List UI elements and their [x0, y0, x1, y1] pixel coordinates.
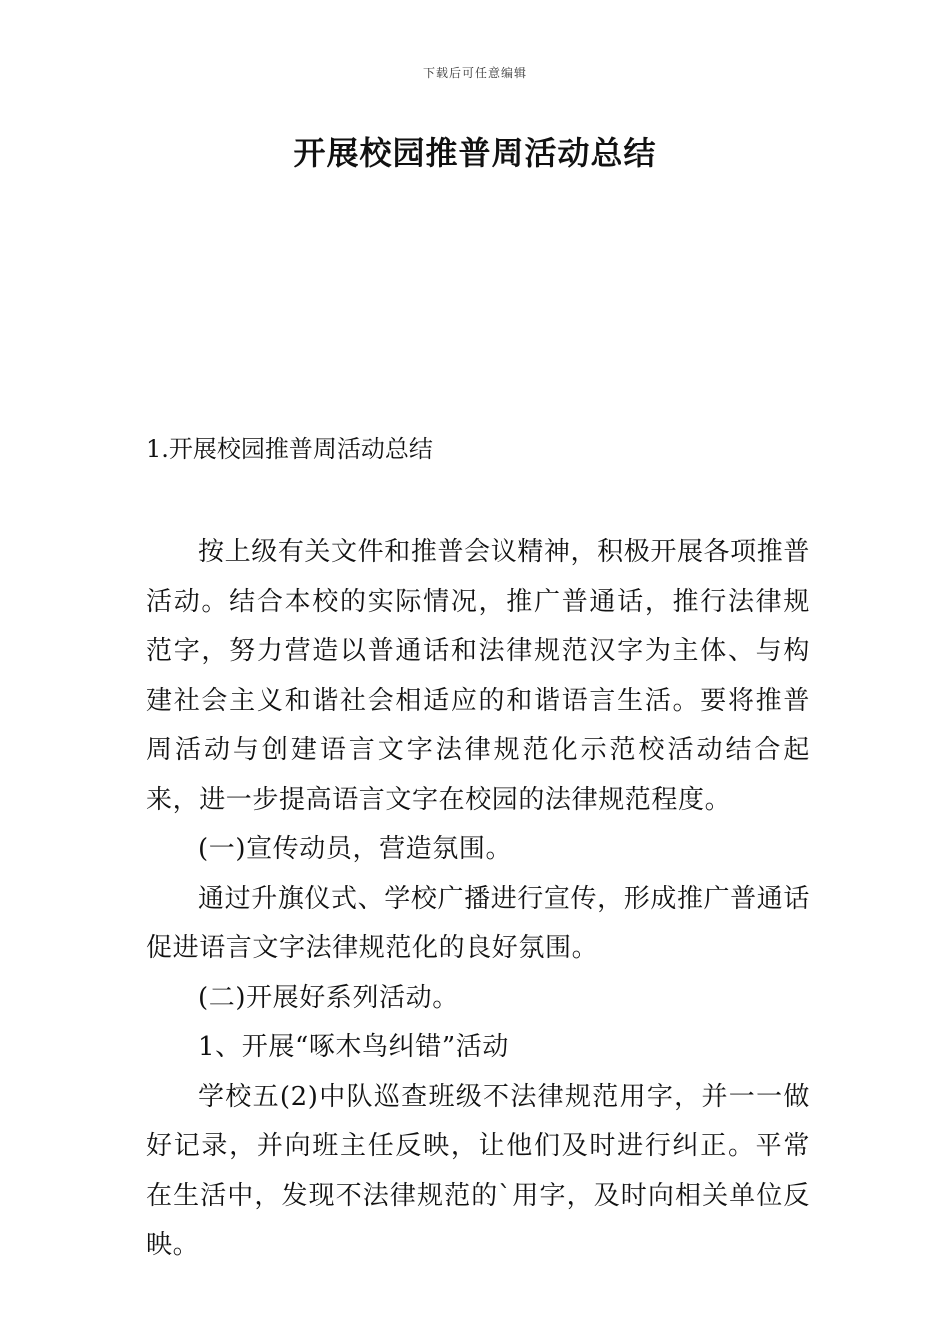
document-title: 开展校园推普周活动总结 [293, 134, 657, 172]
header-note: 下载后可任意编辑 [422, 66, 527, 80]
paragraph-publicity: 通过升旗仪式、学校广播进行宣传，形成推广普通话促进语言文字法律规范化的良好氛围。 [146, 883, 810, 963]
paragraph-subheading-1: (一)宣传动员，营造氛围。 [198, 834, 513, 864]
paragraph-intro: 按上级有关文件和推普会议精神，积极开展各项推普活动。结合本校的实际情况，推广普通话，推行法律规范字，努力营造以普通话和法律规范汉字为主体、与构建社会主义和谐社会相适应的和谐语言生活。要将推普周活动与创建语言文字法律规范化示范校活动结合起来，进一步提高语言文字在校园的法律规范程度。 [146, 537, 810, 815]
paragraph-subheading-2: (二)开展好系列活动。 [198, 982, 459, 1013]
document-body [146, 528, 810, 1271]
section-heading: 1.开展校园推普周活动总结 [146, 435, 433, 463]
paragraph-activity-1-title: 1、开展“啄木鸟纠错”活动 [198, 1032, 509, 1062]
paragraph-activity-1-detail: 学校五(2)中队巡查班级不法律规范用字，并一一做好记录，并向班主任反映，让他们及时进行纠正。平常在生活中，发现不法律规范的`用字，及时向相关单位反映。 [146, 1081, 810, 1260]
